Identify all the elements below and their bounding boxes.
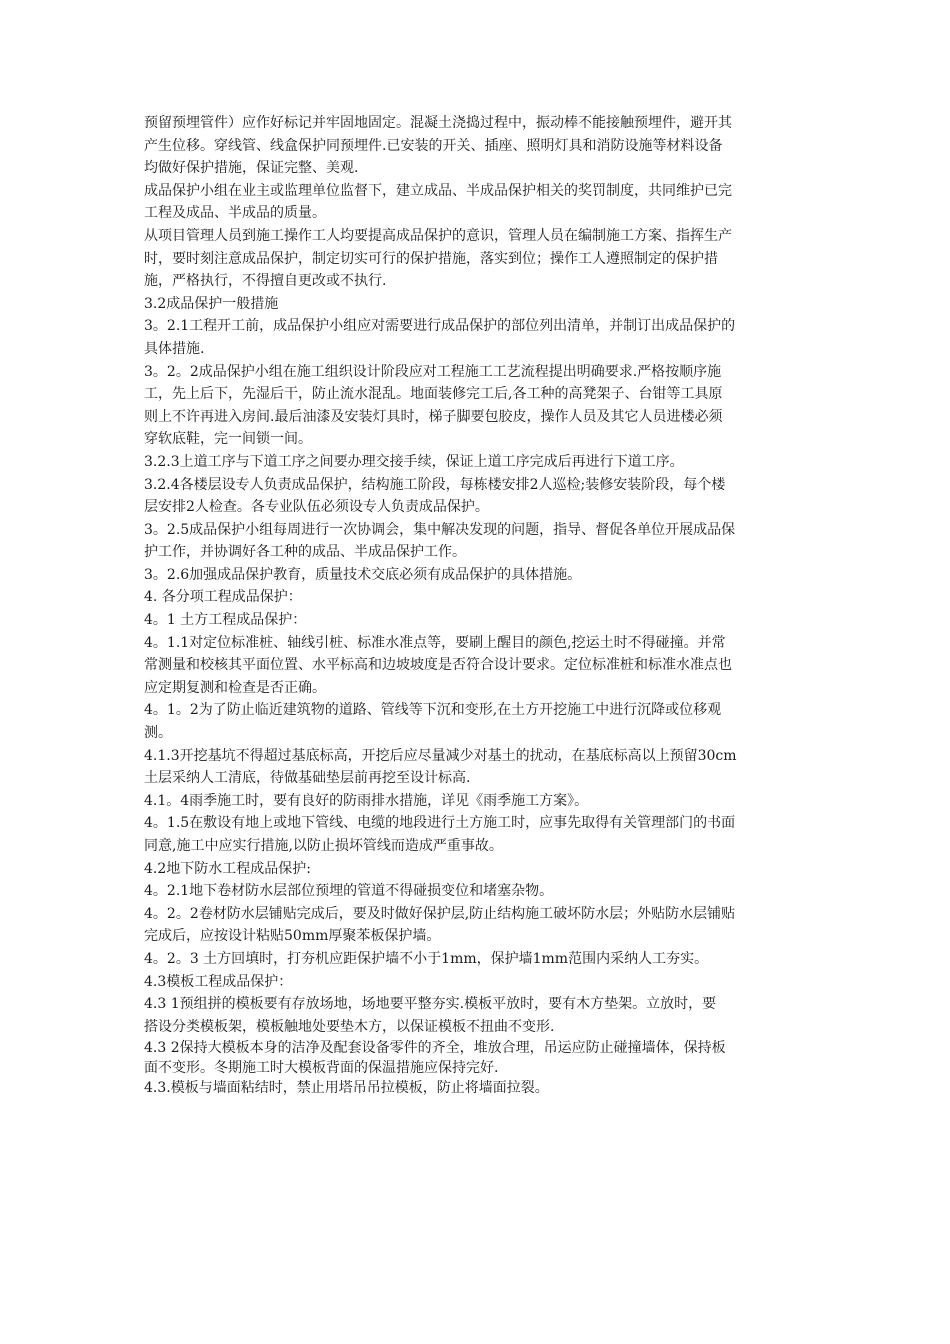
- text-line: 穿软底鞋，完一间锁一间。: [144, 431, 312, 448]
- text-line: 4。1。2为了防止临近建筑物的道路、管线等下沉和变形,在土方开挖施工中进行沉降或位移观: [144, 702, 722, 719]
- text-line: 3。2.1工程开工前，成品保护小组应对需要进行成品保护的部位列出清单，并制订出成品保护的: [144, 318, 736, 335]
- text-line: 均做好保护措施，保证完整、美观.: [144, 160, 359, 177]
- text-line: 4.3.模板与墙面粘结时，禁止用塔吊吊拉模板，防止将墙面拉裂。: [144, 1080, 549, 1097]
- text-line: 3.2.3上道工序与下道工序之间要办理交接手续，保证上道工序完成后再进行下道工序。: [144, 453, 684, 470]
- text-line: 4.1。4雨季施工时，要有良好的防雨排水措施，详见《雨季施工方案》。: [144, 792, 589, 809]
- text-line: 则上不许再进入房间.最后油漆及安装灯具时，梯子脚要包胶皮，操作人员及其它人员进楼必须: [144, 408, 723, 425]
- text-line: 搭设分类模板架，模板触地处要垫木方，以保证模板不扭曲不变形.: [144, 1018, 555, 1035]
- text-line: 具体措施.: [144, 340, 205, 357]
- text-line: 4。1.1对定位标准桩、轴线引桩、标准水准点等，要刷上醒目的颜色,挖运土时不得碰撞。并常: [144, 634, 726, 651]
- text-line: 时，要时刻注意成品保护，制定切实可行的保护措施，落实到位；操作工人遵照制定的保护措: [144, 250, 718, 267]
- text-line: 完成后，应按设计粘贴50mm厚聚苯板保护墙。: [144, 928, 441, 945]
- text-line: 施，严格执行，不得擅自更改或不执行.: [144, 273, 387, 290]
- text-line: 4。2。3 土方回填时，打夯机应距保护墙不小于1mm，保护墙1mm范围内采纳人工夯实。: [144, 950, 709, 967]
- text-line: 同意,施工中应实行措施,以防止损坏管线而造成严重事故。: [144, 838, 503, 854]
- text-line: 4.3 1预组拼的模板要有存放场地，场地要平整夯实.模板平放时，要有木方垫架。立放时，要: [144, 996, 717, 1013]
- text-line: 4。1 土方工程成品保护：: [144, 612, 307, 629]
- text-line: 3。2.5成品保护小组每周进行一次协调会，集中解决发现的问题，指导、督促各单位开展成品保: [144, 521, 736, 538]
- text-line: 4.3 2保持大模板本身的洁净及配套设备零件的齐全，堆放合理，吊运应防止碰撞墙体，保持板: [144, 1040, 726, 1057]
- text-line: 土层采纳人工清底，待做基础垫层前再挖至设计标高.: [144, 770, 471, 787]
- text-line: 产生位移。穿线管、线盒保护同预埋件.已安装的开关、插座、照明灯具和消防设施等材料设备: [144, 137, 723, 154]
- text-line: 成品保护小组在业主或监理单位监督下，建立成品、半成品保护相关的奖罚制度，共同维护已完: [144, 182, 732, 199]
- text-line: 4。2。2卷材防水层铺贴完成后，要及时做好保护层,防止结构施工破坏防水层；外贴防水层铺贴: [144, 905, 736, 922]
- text-line: 工，先上后下，先湿后干，防止流水混乱。地面装修完工后,各工种的高凳架子、台钳等工具原: [144, 386, 723, 403]
- text-line: 4.1.3开挖基坑不得超过基底标高，开挖后应尽量减少对基土的扰动，在基底标高以上预留30cm: [144, 747, 737, 764]
- text-line: 常测量和校核其平面位置、水平标高和边坡坡度是否符合设计要求。定位标准桩和标准水准点也: [144, 657, 732, 674]
- text-line: 应定期复测和检查是否正确。: [144, 679, 326, 696]
- text-line: 护工作，并协调好各工种的成品、半成品保护工作。: [144, 544, 466, 561]
- text-line: 4.2地下防水工程成品保护:: [144, 860, 311, 877]
- text-line: 4. 各分项工程成品保护：: [144, 589, 302, 606]
- text-line: 预留预埋管件）应作好标记并牢固地固定。混凝土浇捣过程中，振动棒不能接触预埋件，避开其: [144, 115, 732, 131]
- text-line: 3。2。2成品保护小组在施工组织设计阶段应对工程施工工艺流程提出明确要求.严格按顺序施: [144, 363, 722, 380]
- text-line: 层安排2人检查。各专业队伍必须设专人负责成品保护。: [144, 499, 489, 516]
- text-line: 工程及成品、半成品的质量。: [144, 205, 326, 222]
- document-page: [144, 112, 819, 1098]
- text-line: 面不变形。冬期施工时大模板背面的保温措施应保持完好.: [144, 1060, 499, 1077]
- text-line: 从项目管理人员到施工操作工人均要提高成品保护的意识，管理人员在编制施工方案、指挥生产: [144, 227, 732, 244]
- text-line: 3.2.4各楼层设专人负责成品保护，结构施工阶段，每栋楼安排2人巡检;装修安装阶段，每个楼: [144, 476, 726, 493]
- text-line: 4。1.5在敷设有地上或地下管线、电缆的地段进行土方施工时，应事先取得有关管理部门的书面: [144, 815, 736, 832]
- text-line: 4。2.1地下卷材防水层部位预埋的管道不得碰损变位和堵塞杂物。: [144, 883, 554, 900]
- text-line: 3。2.6加强成品保护教育，质量技术交底必须有成品保护的具体措施。: [144, 566, 582, 583]
- text-line: 测。: [144, 725, 172, 742]
- text-line: 4.3模板工程成品保护：: [144, 973, 293, 990]
- text-line: 3.2成品保护一般措施: [144, 295, 279, 312]
